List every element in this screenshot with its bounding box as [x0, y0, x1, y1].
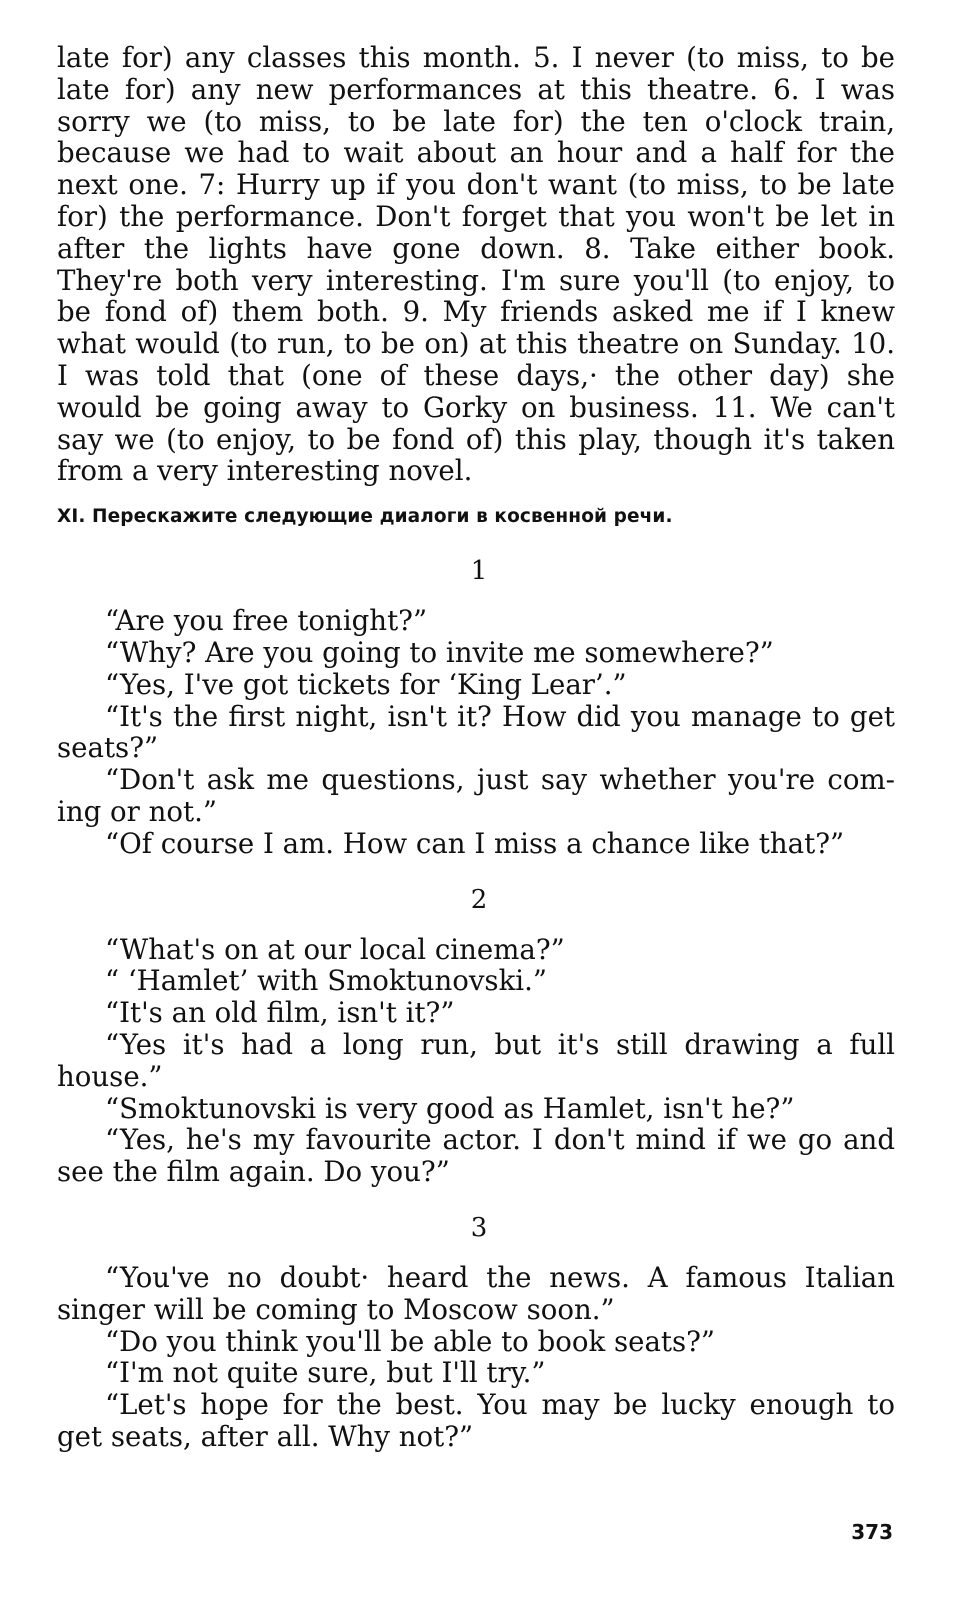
- dialogue-line: “Yes, I've got tickets for ‘King Lear’.”: [105, 667, 627, 701]
- dialogue-line: “Of course I am. How can I miss a chance like that?”: [105, 826, 845, 860]
- dialogue-number: 1: [470, 556, 488, 587]
- exercise-heading: XI. Перескажите следующие диалоги в косвенной речи.: [57, 506, 673, 528]
- dialogue-2: [57, 934, 895, 1188]
- dialogue-line: “I'm not quite sure, but I'll try.”: [105, 1356, 546, 1390]
- page-content: [57, 42, 895, 1453]
- dialogue-line: “Yes it's had a long run, but it's still drawing a full house.”: [57, 1027, 895, 1093]
- dialogue-line: “Are you free tonight?”: [105, 604, 428, 638]
- dialogue-line: “Smoktunovski is very good as Hamlet, isn't he?”: [105, 1091, 795, 1125]
- dialogue-line: “Do you think you'll be able to book seats?”: [105, 1324, 716, 1358]
- dialogue-line: “Yes, he's my favourite actor. I don't mind if we go and see the film again. Do you?”: [57, 1123, 895, 1189]
- dialogue-line: “It's the first night, isn't it? How did you manage to get seats?”: [57, 699, 895, 765]
- dialogue-line: “You've no doubt· heard the news. A famous Italian singer will be coming to Moscow soon.”: [57, 1260, 895, 1326]
- dialogue-line: “ ‘Hamlet’ with Smoktunovski.”: [105, 964, 548, 998]
- exercise-text-paragraph: late for) any classes this month. 5. I never (to miss, to be late for) any new performances at this theatre. 6. I was sorry we (to miss, to be late for) the ten o'clock train, because we had to wait about an hour and a half for the next one. 7: Hurry up if you don't want (to miss, to be late for) the performance. Don't forget that you won't be let in after the lights have gone down. 8. Take either book. They're both very interesting. I'm sure you'll (to enjoy, to be fond of) them both. 9. My friends asked me if I knew what would (to run, to be on) at this theatre on Sunday. 10. I was told that (one of these days,· the other day) she would be going away to Gorky on business. 11. We can't say we (to enjoy, to be fond of) this play, though it's taken from a very interesting novel.: [57, 41, 895, 488]
- dialogue-1: [57, 605, 895, 859]
- dialogue-line: “What's on at our local cinema?”: [105, 932, 565, 966]
- dialogue-number: 3: [470, 1212, 488, 1243]
- dialogue-line: “It's an old film, isn't it?”: [105, 996, 455, 1030]
- dialogue-line: “Why? Are you going to invite me somewhere?”: [105, 635, 774, 669]
- dialogue-3: [57, 1262, 895, 1453]
- dialogue-line: “Don't ask me questions, just say whether you're com-ing or not.”: [57, 763, 895, 828]
- page-number: 373: [851, 1520, 893, 1544]
- dialogue-number: 2: [470, 884, 488, 915]
- dialogue-line: “Let's hope for the best. You may be lucky enough to get seats, after all. Why not?”: [57, 1388, 895, 1453]
